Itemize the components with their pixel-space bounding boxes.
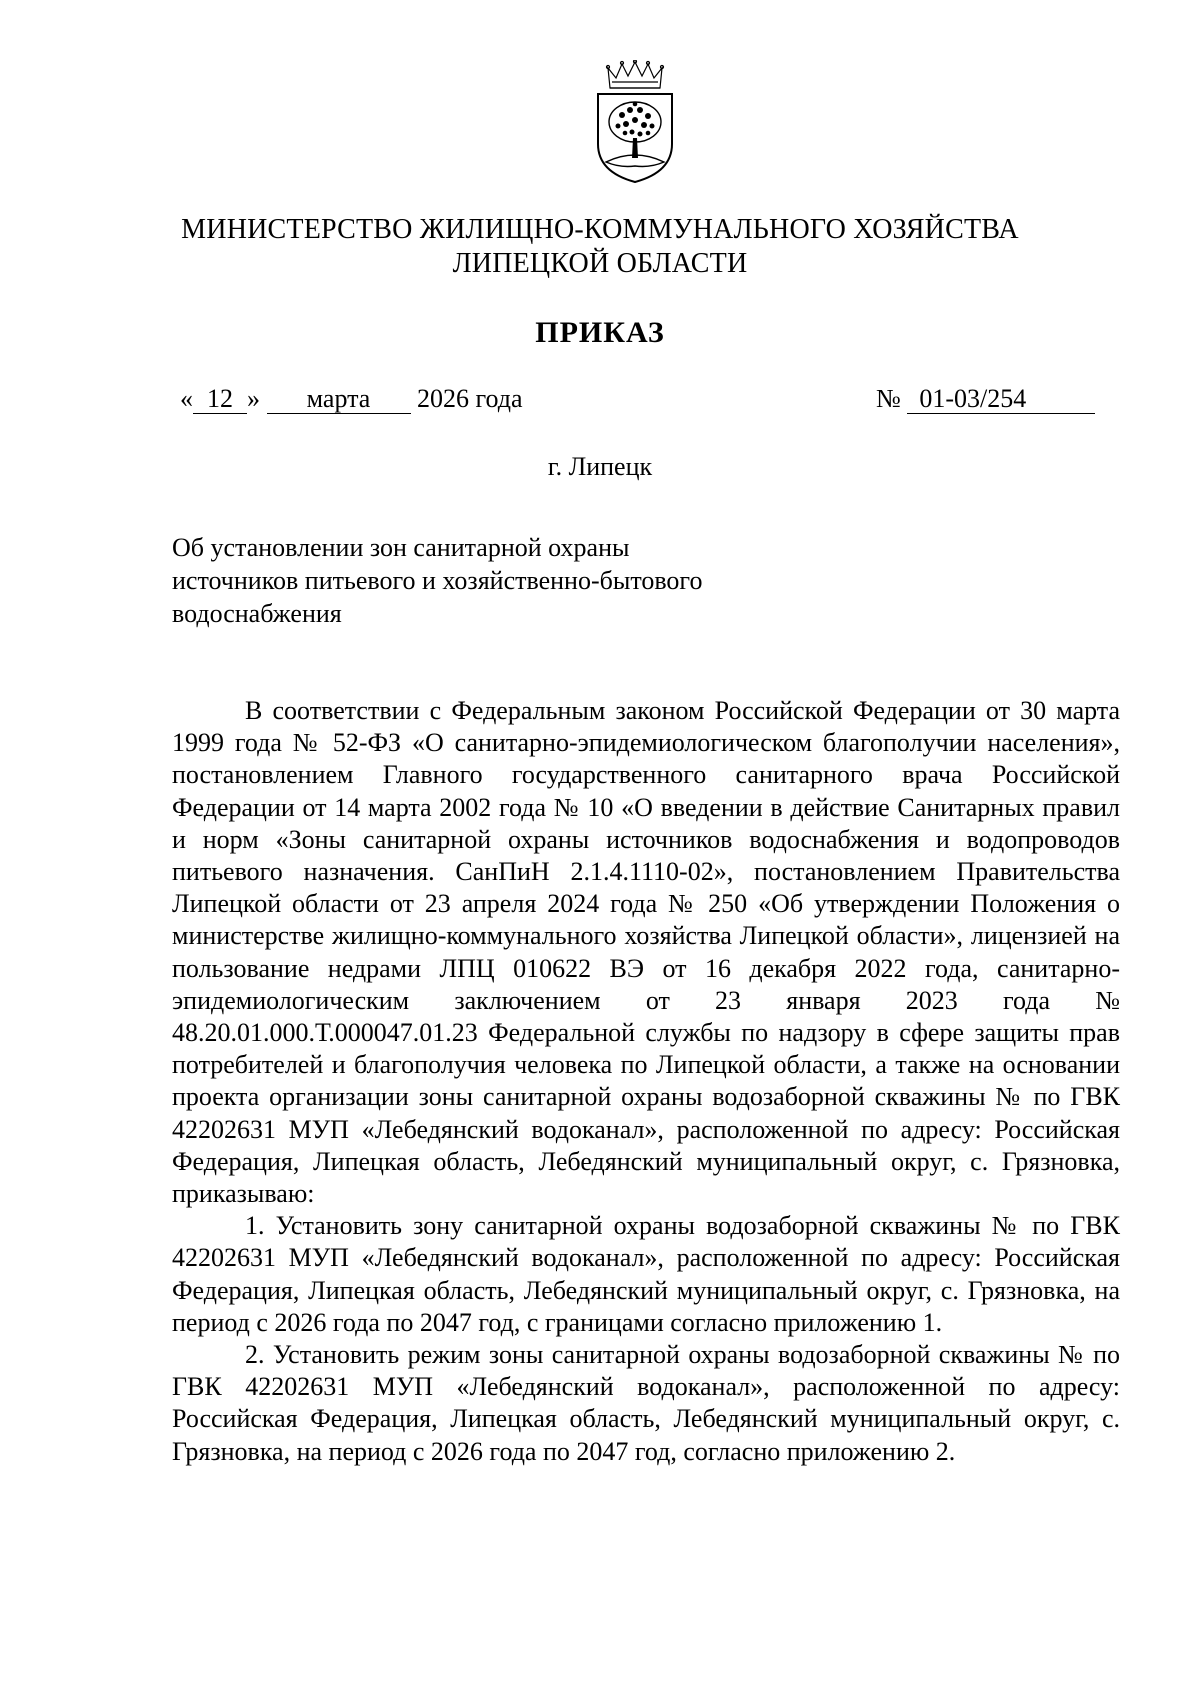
order-year: 2026 года (417, 384, 523, 413)
subject-line1: Об установлении зон санитарной охраны (172, 533, 630, 562)
order-body (172, 695, 1120, 1468)
quote-open: « (180, 384, 193, 413)
lipetsk-coat-of-arms-icon (590, 60, 680, 185)
order-month: марта (267, 385, 411, 414)
quote-close: » (247, 384, 260, 413)
subject-line3: водоснабжения (172, 599, 342, 628)
body-item-1: 1. Установить зону санитарной охраны водозаборной скважины № по ГВК 42202631 МУП «Лебедянский водоканал», расположенной по адресу: Российская Федерация, Липецкая область, Лебедянский муниципальный округ, с. Грязновка, на период с 2026 года по 2047 год, с границами согласно приложению 1. (172, 1211, 1120, 1337)
order-number-value: 01-03/254 (907, 385, 1095, 414)
ministry-name-line1: МИНИСТЕРСТВО ЖИЛИЩНО-КОММУНАЛЬНОГО ХОЗЯЙСТВА (181, 214, 1019, 245)
order-city: г. Липецк (547, 452, 653, 481)
order-subject (172, 531, 702, 630)
ministry-name (0, 213, 1200, 281)
order-number (876, 383, 1095, 415)
subject-line2: источников питьевого и хозяйственно-бытового (172, 566, 703, 595)
body-item-2: 2. Установить режим зоны санитарной охраны водозаборной скважины № по ГВК 42202631 МУП «Лебедянский водоканал», расположенной по адресу: Российская Федерация, Липецкая область, Лебедянский муниципальный округ, с. Грязновка, на период с 2026 года по 2047 год, согласно приложению 2. (172, 1340, 1120, 1466)
body-preamble: В соответствии с Федеральным законом Российской Федерации от 30 марта 1999 года № 52-ФЗ «О санитарно-эпидемиологическом благополучии населения», постановлением Главного государственного санитарного врача Российской Федерации от 14 марта 2002 года № 10 «О введении в действие Санитарных правил и норм «Зоны санитарной охраны источников водоснабжения и водопроводов питьевого назначения. СанПиН 2.1.4.1110-02», постановлением Правительства Липецкой области от 23 апреля 2024 года № 250 «Об утверждении Положения о министерстве жилищно-коммунального хозяйства Липецкой области», лицензией на пользование недрами ЛПЦ 010622 ВЭ от 16 декабря 2022 года, санитарно-эпидемиологическим заключением от 23 января 2023 года № 48.20.01.000.Т.000047.01.23 Федеральной службы по надзору в сфере защиты прав потребителей и благополучия человека по Липецкой области, а также на основании проекта организации зоны санитарной охраны водозаборной скважины № по ГВК 42202631 МУП «Лебедянский водоканал», расположенной по адресу: Российская Федерация, Липецкая область, Лебедянский муниципальный округ, с. Грязновка, приказываю: (172, 696, 1120, 1209)
order-day: 12 (193, 385, 247, 414)
ministry-name-line2: ЛИПЕЦКОЙ ОБЛАСТИ (452, 248, 748, 279)
order-date (180, 383, 523, 415)
document-type-title: ПРИКАЗ (535, 316, 665, 349)
number-sign: № (876, 384, 901, 413)
